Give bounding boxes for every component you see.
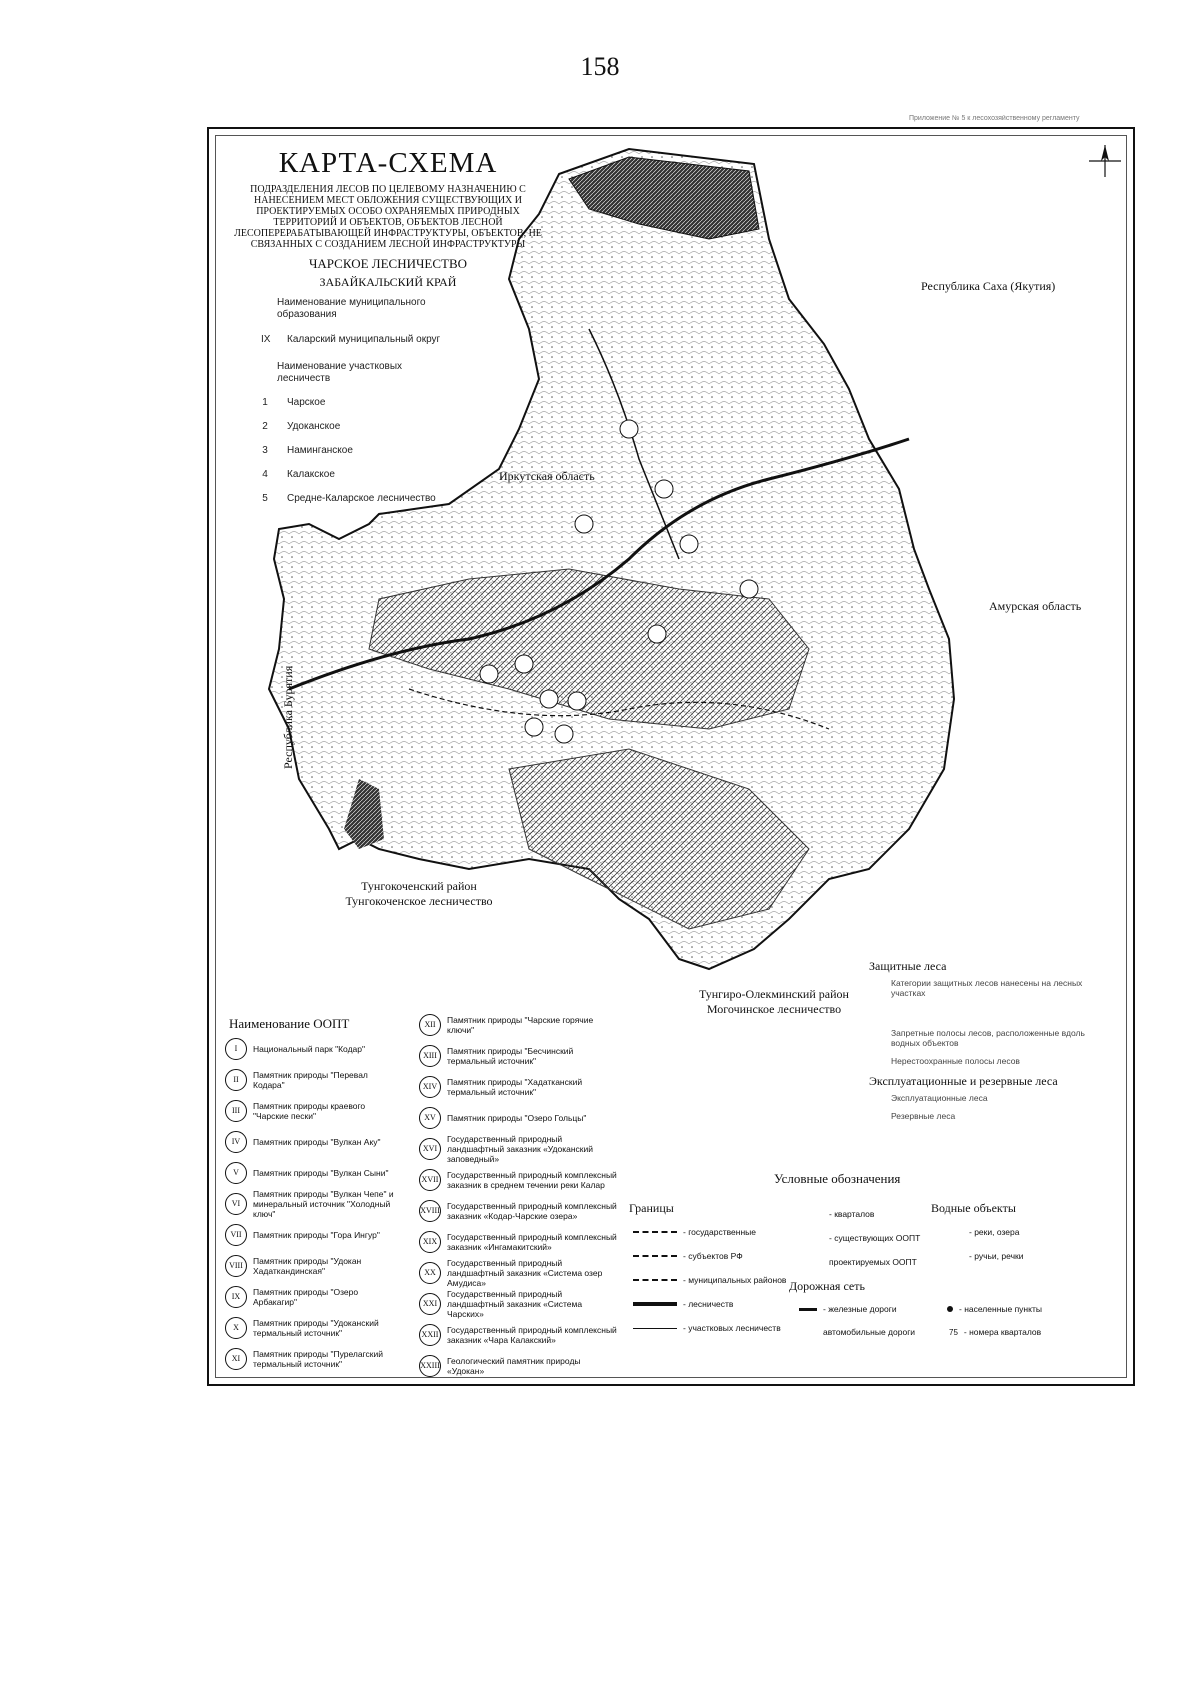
ooopt-marker — [515, 655, 533, 673]
forestry-name: ЧАРСКОЕ ЛЕСНИЧЕСТВО — [308, 256, 468, 271]
zone-item: Резервные леса — [891, 1111, 956, 1121]
exploitation-forests-title: Эксплуатационные и резервные леса — [869, 1074, 1058, 1088]
road-legend-item: автомобильные дороги — [823, 1327, 916, 1337]
ooopt-marker — [525, 718, 543, 736]
border-legend-item: - субъектов РФ — [633, 1251, 743, 1261]
appendix-note: Приложение № 5 к лесохозяйственному регламенту — [909, 115, 1080, 122]
region-label-irkutsk: Иркутская область — [499, 469, 595, 483]
ooopt-item: XVIII Государственный природный комплексный заказник «Кодар-Чарские озера» — [420, 1200, 617, 1221]
quarter-number-legend-item: 75 - номера кварталов — [949, 1327, 1042, 1337]
settlement-legend-item: - населенные пункты — [939, 1304, 1042, 1314]
ooopt-item: IX Памятник природы "Озеро Арбакагир" — [225, 1281, 400, 1312]
region-label-tungokochen: Тунгокоченский район Тунгокоченское лесничество — [345, 879, 493, 908]
map-sheet — [207, 115, 1135, 1386]
existing-ooopt-legend-item: - существующих ООПТ — [829, 1233, 921, 1243]
district-legend-item: 1 Чарское — [262, 397, 326, 408]
water-legend-item: - ручьи, речки — [969, 1251, 1024, 1261]
ooopt-marker — [568, 692, 586, 710]
ooopt-item: III Памятник природы краевого "Чарские пески" — [225, 1095, 400, 1126]
ooopt-list-right — [419, 1009, 619, 1381]
ooopt-item: XIII Памятник природы "Бесчинский термальный источник" — [419, 1040, 619, 1071]
ooopt-item: XXI Государственный природный ландшафтный заказник «Система Чарских» — [419, 1288, 619, 1319]
ooopt-item: XV Памятник природы "Озеро Гольцы" — [419, 1102, 619, 1133]
districts-legend-header: Наименование участковых лесничеств — [277, 361, 402, 384]
ooopt-marker — [740, 580, 758, 598]
region-label-tungiro: Тунгиро-Олекминский район Могочинское лесничество — [699, 987, 849, 1016]
ooopt-item: XX Государственный природный ландшафтный заказник «Система озер Амудиса» — [419, 1257, 619, 1288]
map-title-block — [229, 147, 547, 290]
ooopt-item: VIII Памятник природы "Удокан Хадаткандинская" — [225, 1250, 400, 1281]
ooopt-item: XI Памятник природы "Пурелагский термальный источник" — [225, 1343, 400, 1374]
region-label-yakutia: Республика Саха (Якутия) — [921, 279, 1056, 293]
ooopt-item: X Памятник природы "Удоканский термальный источник" — [225, 1312, 400, 1343]
ooopt-marker — [480, 665, 498, 683]
ooopt-marker — [680, 535, 698, 553]
map-subtitle: ПОДРАЗДЕЛЕНИЯ ЛЕСОВ ПО ЦЕЛЕВОМУ НАЗНАЧЕНИЮ С НАНЕСЕНИЕМ МЕСТ ОБЛОЖЕНИЯ СУЩЕСТВУЮЩИХ И ПРОЕКТИРУЕМЫХ ОСОБО ОХРАНЯЕМЫХ ПРИРОДНЫХ ТЕРРИТОРИЙ И ОБЪЕКТОВ, ОБЪЕКТОВ ЛЕСНОЙ ЛЕСОПЕРЕРАБАТЫВАЮЩЕЙ ИНФРАСТРУКТУРЫ, ОБЪЕКТОВ, НЕ СВЯЗАННЫХ С СОЗДАНИЕМ ЛЕСНОЙ ИНФРАСТРУКТУРЫ — [234, 184, 542, 250]
zone-item: Эксплуатационные леса — [891, 1093, 988, 1103]
district-legend-item: 2 Удоканское — [262, 421, 341, 432]
ooopt-marker — [620, 420, 638, 438]
planned-ooopt-legend-item: проектируемых ООПТ — [829, 1257, 917, 1267]
zone-item: Нерестоохранные полосы лесов — [891, 1056, 1020, 1066]
ooopt-item: XVI Государственный природный ландшафтный заказник «Удоканский заповедный» — [419, 1133, 619, 1164]
ooopt-marker — [540, 690, 558, 708]
page-number: 158 — [580, 52, 620, 81]
ooopt-item: XXIII Геологический памятник природы «Удокан» — [420, 1355, 581, 1376]
border-legend-item: - участковых лесничеств — [633, 1323, 781, 1333]
region-name: ЗАБАЙКАЛЬСКИЙ КРАЙ — [319, 275, 457, 289]
map-title: КАРТА-СХЕМА — [278, 147, 498, 179]
ooopt-item: V Памятник природы "Вулкан Сыни" — [225, 1157, 400, 1188]
borders-title: Границы — [629, 1201, 674, 1215]
ooopt-item: II Памятник природы "Перевал Кодара" — [225, 1064, 400, 1095]
zone-item: Запретные полосы лесов, расположенные вдоль водных объектов — [891, 1028, 1085, 1048]
ooopt-list-left — [225, 1033, 400, 1374]
ooopt-item: XXII Государственный природный комплексный заказник «Чара Калакский» — [419, 1319, 619, 1350]
roads-title: Дорожная сеть — [789, 1279, 865, 1293]
north-arrow-icon — [1089, 145, 1121, 177]
municipal-legend-header: Наименование муниципального образования — [277, 297, 426, 320]
border-legend-item: - муниципальных районов — [633, 1275, 786, 1285]
municipal-legend-item: IX Каларский муниципальный округ — [261, 334, 441, 345]
ooopt-item: XIV Памятник природы "Хадатканский термальный источник" — [419, 1071, 619, 1102]
legend-title: Условные обозначения — [774, 1171, 901, 1186]
district-legend-item: 5 Средне-Каларское лесничество — [262, 493, 436, 504]
ooopt-item: IV Памятник природы "Вулкан Аку" — [225, 1126, 400, 1157]
zone-item: Категории защитных лесов нанесены на лесных участках — [891, 978, 1083, 998]
water-title: Водные объекты — [931, 1201, 1016, 1215]
forest-zone-legend — [869, 959, 1109, 1129]
water-legend-item: - реки, озера — [969, 1227, 1020, 1237]
district-legend-item: 3 Наминганское — [262, 445, 353, 456]
ooopt-title: Наименование ООПТ — [229, 1016, 350, 1031]
region-label-amur: Амурская область — [989, 599, 1082, 613]
ooopt-item: XII Памятник природы "Чарские горячие ключи" — [419, 1009, 619, 1040]
border-legend-item: - лесничеств — [633, 1299, 733, 1309]
ooopt-item: XIX Государственный природный комплексный заказник «Ингамакитский» — [419, 1226, 619, 1257]
border-legend-item: - государственные — [633, 1227, 756, 1237]
ooopt-item: XVII Государственный природный комплексный заказник в среднем течении реки Калар — [419, 1164, 619, 1195]
ooopt-marker — [655, 480, 673, 498]
region-label-buryatia: Республика Бурятия — [281, 665, 295, 769]
road-legend-item: - железные дороги — [799, 1304, 897, 1314]
ooopt-marker — [575, 515, 593, 533]
ooopt-marker — [648, 625, 666, 643]
protective-forests-title: Защитные леса — [869, 959, 947, 973]
ooopt-item: I Национальный парк "Кодар" — [225, 1033, 400, 1064]
district-legend-item: 4 Калакское — [262, 469, 335, 480]
ooopt-marker — [555, 725, 573, 743]
ooopt-item: VI Памятник природы "Вулкан Чепе" и минеральный источник "Холодный ключ" — [225, 1188, 400, 1219]
ooopt-item: VII Памятник природы "Гора Ингур" — [225, 1219, 400, 1250]
quarter-legend-item: - кварталов — [829, 1209, 875, 1219]
